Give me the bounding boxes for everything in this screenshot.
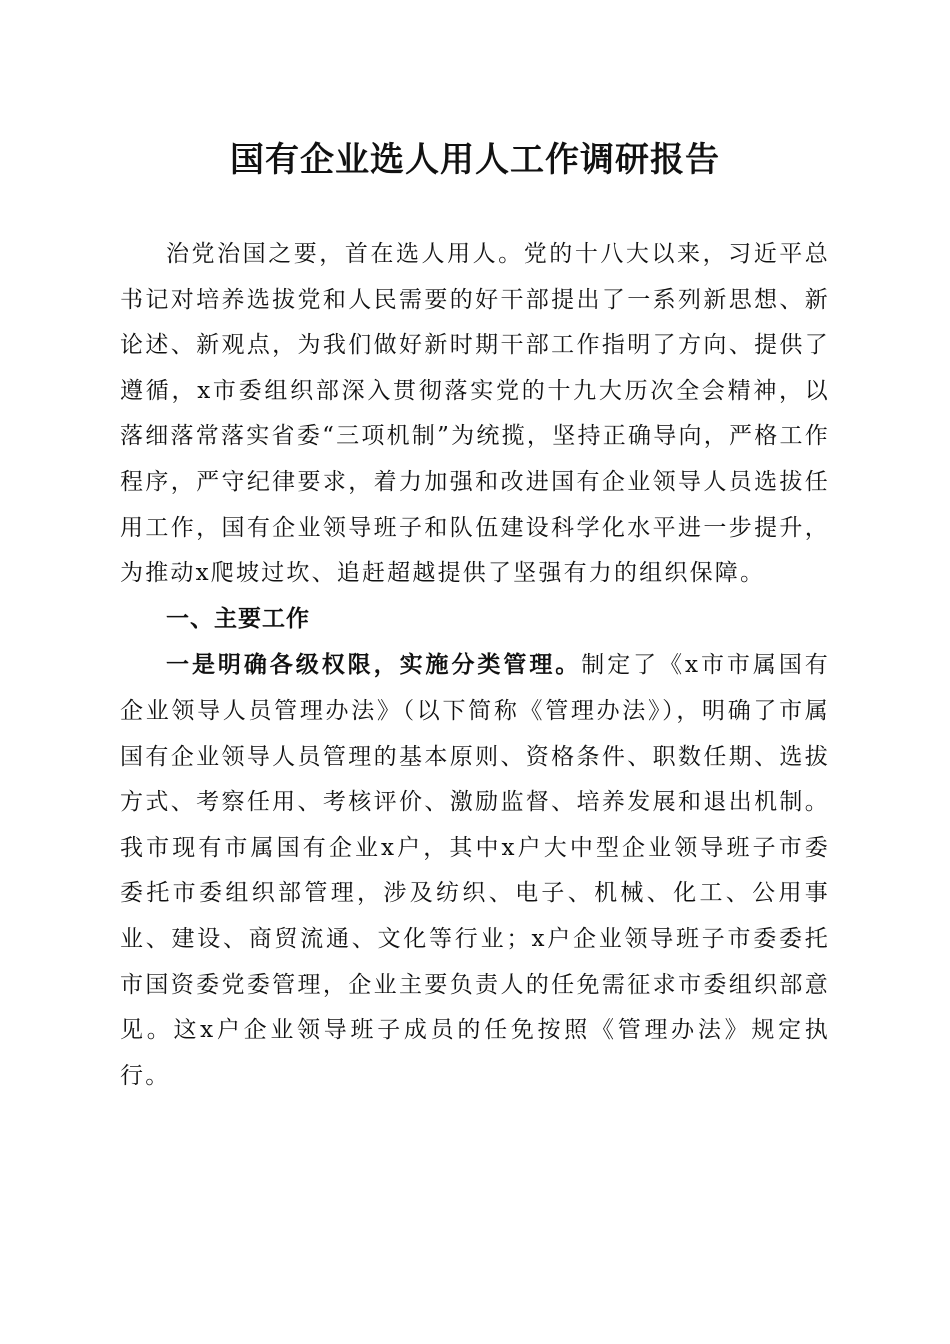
- document-title: 国有企业选人用人工作调研报告: [230, 140, 720, 180]
- section-heading: 一、主要工作: [166, 605, 310, 632]
- paragraph-body: 制定了《x市市属国有企业领导人员管理办法》（以下简称《管理办法》），明确了市属国有企业领导人员管理的基本原则、资格条件、职数任期、选拔方式、考察任用、考核评价、激励监督、培养发展和退出机制。我市现有市属国有企业x户，其中x户大中型企业领导班子市委委托市委组织部管理，涉及纺织、电子、机械、化工、公用事业、建设、商贸流通、文化等行业；x户企业领导班子市委委托市国资委党委管理，企业主要负责人的任免需征求市委组织部意见。这x户企业领导班子成员的任免按照《管理办法》规定执行。: [120, 652, 830, 1089]
- intro-paragraph: 治党治国之要，首在选人用人。党的十八大以来，习近平总书记对培养选拔党和人民需要的好干部提出了一系列新思想、新论述、新观点，为我们做好新时期干部工作指明了方向、提供了遵循，x市委组织部深入贯彻落实党的十九大历次全会精神，以落细落常落实省委“三项机制”为统揽，坚持正确导向，严格工作程序，严守纪律要求，着力加强和改进国有企业领导人员选拔任用工作，国有企业领导班子和队伍建设科学化水平进一步提升，为推动x爬坡过坎、追赶超越提供了坚强有力的组织保障。: [120, 241, 830, 587]
- section-paragraph: [120, 642, 830, 1099]
- paragraph-lead: 一是明确各级权限，实施分类管理。: [166, 651, 582, 679]
- document-body: [120, 232, 830, 1099]
